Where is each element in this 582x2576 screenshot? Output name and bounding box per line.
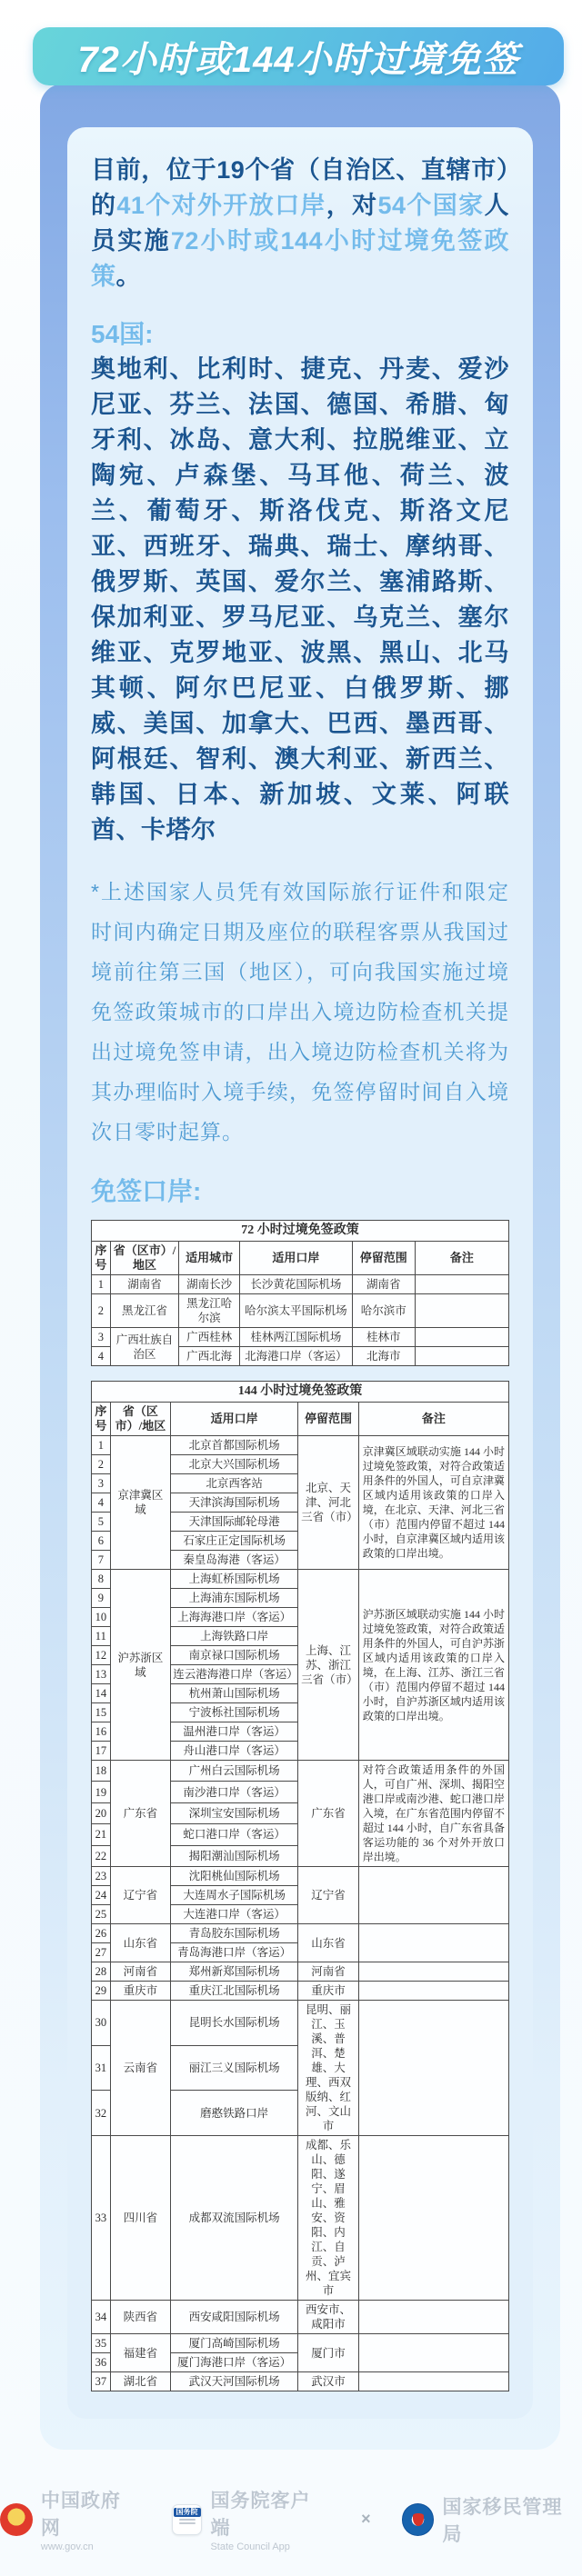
- cell-remark: [358, 2136, 508, 2301]
- cell-port: 北京首都国际机场: [171, 1436, 298, 1455]
- cell-port: 长沙黄花国际机场: [239, 1275, 352, 1294]
- cell-port: 天津国际邮轮母港: [171, 1513, 298, 1532]
- cell-remark: 沪苏浙区域联动实施 144 小时过境免签政策，对符合政策适用条件的外国人，可自沪苏浙区域内适用该政策的口岸入境，在上海、江苏、浙江三省（市）范围内停留不超过 144 小时，自沪苏浙区域内适用该政策的口岸出境。: [358, 1570, 508, 1761]
- cell-stay: 桂林市: [352, 1328, 415, 1347]
- cell-region: 陕西省: [110, 2301, 171, 2334]
- cell-port: 秦皇岛海港（客运）: [171, 1551, 298, 1570]
- cell-port: 舟山港口岸（客运）: [171, 1742, 298, 1761]
- cell-no: 37: [92, 2372, 111, 2391]
- nia-name: 国家移民管理局: [442, 2496, 563, 2545]
- cell-port: 蛇口港口岸（客运）: [171, 1824, 298, 1845]
- col-header-no: 序号: [92, 1403, 111, 1436]
- table-144h-title-row: [92, 1382, 509, 1403]
- cell-port: 上海铁路口岸: [171, 1627, 298, 1646]
- cell-no: 8: [92, 1570, 111, 1589]
- cell-region: 广西壮族自治区: [110, 1328, 179, 1366]
- table-row: [92, 1761, 509, 1782]
- cell-remark: 对符合政策适用条件的外国人，可自广州、深圳、揭阳空港口岸或南沙港、蛇口港口岸入境，在广东省范围内停留不超过 144 小时，自广东省具备客运功能的 36 个对外开放口岸出境。: [358, 1761, 508, 1867]
- cell-no: 5: [92, 1513, 111, 1532]
- app-name: 国务院客户端: [210, 2491, 311, 2539]
- cell-stay: 昆明、丽江、玉溪、普洱、楚雄、大理、西双版纳、红河、文山市: [298, 2001, 359, 2136]
- cell-stay: 西安市、咸阳市: [298, 2301, 359, 2334]
- cell-port: 南京禄口国际机场: [171, 1646, 298, 1665]
- intro-highlight-ports: 41个对外开放口岸: [116, 192, 326, 219]
- cell-port: 大连港口岸（客运）: [171, 1905, 298, 1924]
- table-row: [92, 1924, 509, 1943]
- cell-port: 南沙港口岸（客运）: [171, 1782, 298, 1802]
- cell-no: 36: [92, 2353, 111, 2372]
- cell-remark: 京津冀区域联动实施 144 小时过境免签政策，对符合政策适用条件的外国人，可自京津冀区域内适用该政策的口岸入境，在北京、天津、河北三省（市）范围内停留不超过 144 小时，自京津冀区域内适用该政策的口岸出境。: [358, 1436, 508, 1570]
- cell-no: 3: [92, 1328, 111, 1347]
- cell-remark: [415, 1328, 508, 1347]
- cell-region: 重庆市: [110, 1982, 171, 2001]
- table-144h-body: [92, 1436, 509, 2391]
- cell-no: 26: [92, 1924, 111, 1943]
- cell-region: 四川省: [110, 2136, 171, 2301]
- cell-no: 23: [92, 1867, 111, 1886]
- cell-city: 湖南长沙: [179, 1275, 240, 1294]
- col-header-port: 适用口岸: [171, 1403, 298, 1436]
- cell-stay: 厦门市: [298, 2334, 359, 2372]
- cell-stay: 上海、江苏、浙江三省（市）: [298, 1570, 359, 1761]
- cell-no: 6: [92, 1532, 111, 1551]
- cell-no: 3: [92, 1474, 111, 1493]
- content-card: [67, 127, 533, 2419]
- intro-text: 人员实施: [91, 192, 510, 255]
- ports-heading: 免签口岸:: [91, 1177, 202, 1205]
- table-row: [92, 2372, 509, 2391]
- table-row: [92, 1982, 509, 2001]
- cell-port: 磨憨铁路口岸: [171, 2091, 298, 2136]
- policy-note: *上述国家人员凭有效国际旅行证件和限定时间内确定日期及座位的联程客票从我国过境前往第三国（地区），可向我国实施过境免签政策城市的口岸出入境边防检查机关提出过境免签申请，出入境边防检查机关将为其办理临时入境手续，免签停留时间自入境次日零时起算。: [91, 880, 509, 1143]
- cell-no: 19: [92, 1782, 111, 1802]
- col-header-remark: 备注: [358, 1403, 508, 1436]
- cell-no: 1: [92, 1436, 111, 1455]
- cell-port: 厦门海港口岸（客运）: [171, 2353, 298, 2372]
- cell-port: 连云港海港口岸（客运）: [171, 1665, 298, 1684]
- cell-city: 黑龙江哈尔滨: [179, 1294, 240, 1328]
- cell-region: 黑龙江省: [110, 1294, 179, 1328]
- cell-no: 24: [92, 1886, 111, 1905]
- table-row: [92, 1328, 509, 1347]
- cell-no: 11: [92, 1627, 111, 1646]
- gov-site-url: www.gov.cn: [40, 2541, 94, 2552]
- nia-badge-icon: [402, 2503, 435, 2536]
- cell-stay: 辽宁省: [298, 1867, 359, 1924]
- cell-stay: 北海市: [352, 1347, 415, 1366]
- cell-remark: [358, 2334, 508, 2372]
- cell-stay: 广东省: [298, 1761, 359, 1867]
- footer-separator: ×: [361, 2510, 371, 2528]
- cell-port: 厦门高崎国际机场: [171, 2334, 298, 2353]
- cell-remark: [358, 2001, 508, 2136]
- cell-port: 郑州新郑国际机场: [171, 1962, 298, 1982]
- table-row: [92, 1962, 509, 1982]
- countries-heading: 54国:: [91, 320, 154, 348]
- cell-stay: 山东省: [298, 1924, 359, 1962]
- table-row: [92, 2334, 509, 2353]
- cell-no: 21: [92, 1824, 111, 1845]
- table-row: [92, 1294, 509, 1328]
- cell-no: 2: [92, 1294, 111, 1328]
- table-row: [92, 1570, 509, 1589]
- cell-port: 昆明长水国际机场: [171, 2001, 298, 2046]
- nia-logo-block: [402, 2492, 582, 2547]
- cell-region: 福建省: [110, 2334, 171, 2372]
- cell-port: 石家庄正定国际机场: [171, 1532, 298, 1551]
- cell-port: 上海海港口岸（客运）: [171, 1608, 298, 1627]
- cell-port: 哈尔滨太平国际机场: [239, 1294, 352, 1328]
- cell-no: 2: [92, 1455, 111, 1474]
- table-72h-header-row: [92, 1242, 509, 1275]
- cell-no: 7: [92, 1551, 111, 1570]
- cell-no: 9: [92, 1589, 111, 1608]
- col-header-stay: 停留范围: [298, 1403, 359, 1436]
- table-row: [92, 2136, 509, 2301]
- app-sub-name: State Council App: [210, 2541, 290, 2552]
- cell-port: 上海浦东国际机场: [171, 1589, 298, 1608]
- cell-port: 北京大兴国际机场: [171, 1455, 298, 1474]
- cell-no: 17: [92, 1742, 111, 1761]
- table-row: [92, 2001, 509, 2046]
- cell-port: 西安咸阳国际机场: [171, 2301, 298, 2334]
- cell-no: 20: [92, 1802, 111, 1823]
- cell-port: 青岛海港口岸（客运）: [171, 1943, 298, 1962]
- cell-no: 16: [92, 1722, 111, 1742]
- intro-text: 目前，位于19个省（自治区、直辖市）的: [91, 156, 509, 219]
- cell-no: 15: [92, 1703, 111, 1722]
- cell-port: 大连周水子国际机场: [171, 1886, 298, 1905]
- cell-port: 天津滨海国际机场: [171, 1493, 298, 1513]
- cell-no: 35: [92, 2334, 111, 2353]
- table-72h-title-row: [92, 1221, 509, 1242]
- cell-remark: [358, 1962, 508, 1982]
- cell-remark: [415, 1347, 508, 1366]
- cell-no: 22: [92, 1845, 111, 1866]
- page-title: 72小时或144小时过境免签: [77, 39, 519, 80]
- col-header-region: 省（区市）/地区: [110, 1403, 171, 1436]
- cell-remark: [358, 1982, 508, 2001]
- app-icon-label: 国务院: [174, 2508, 201, 2517]
- cell-stay: 北京、天津、河北三省（市）: [298, 1436, 359, 1570]
- cell-port: 北京西客站: [171, 1474, 298, 1493]
- col-header-city: 适用城市: [179, 1242, 240, 1275]
- outer-card: [40, 84, 560, 2450]
- cell-region: 湖北省: [110, 2372, 171, 2391]
- cell-no: 12: [92, 1646, 111, 1665]
- cell-no: 25: [92, 1905, 111, 1924]
- cell-port: 上海虹桥国际机场: [171, 1570, 298, 1589]
- cell-port: 杭州萧山国际机场: [171, 1684, 298, 1703]
- table-72h: [91, 1220, 509, 1366]
- col-header-stay: 停留范围: [352, 1242, 415, 1275]
- cell-port: 武汉天河国际机场: [171, 2372, 298, 2391]
- cell-port: 青岛胶东国际机场: [171, 1924, 298, 1943]
- cell-stay: 湖南省: [352, 1275, 415, 1294]
- gov-logo-block: [0, 2486, 141, 2552]
- state-council-app-icon: [172, 2504, 203, 2535]
- cell-stay: 哈尔滨市: [352, 1294, 415, 1328]
- table-row: [92, 1275, 509, 1294]
- cell-port: 成都双流国际机场: [171, 2136, 298, 2301]
- footer: [0, 2481, 582, 2576]
- cell-no: 30: [92, 2001, 111, 2046]
- table-row: [92, 2301, 509, 2334]
- cell-no: 34: [92, 2301, 111, 2334]
- cell-port: 桂林两江国际机场: [239, 1328, 352, 1347]
- cell-remark: [358, 2301, 508, 2334]
- intro-text: 。: [115, 263, 141, 290]
- cell-region: 河南省: [110, 1962, 171, 1982]
- cell-port: 重庆江北国际机场: [171, 1982, 298, 2001]
- intro-text: ，对: [326, 192, 378, 219]
- cell-remark: [415, 1275, 508, 1294]
- cell-region: 山东省: [110, 1924, 171, 1962]
- cell-no: 28: [92, 1962, 111, 1982]
- table-row: [92, 1436, 509, 1455]
- col-header-port: 适用口岸: [239, 1242, 352, 1275]
- gov-site-name: 中国政府网: [40, 2491, 121, 2539]
- cell-port: 宁波栎社国际机场: [171, 1703, 298, 1722]
- cell-remark: [358, 1924, 508, 1962]
- countries-list: 奥地利、比利时、捷克、丹麦、爱沙尼亚、芬兰、法国、德国、希腊、匈牙利、冰岛、意大利、拉脱维亚、立陶宛、卢森堡、马耳他、荷兰、波兰、葡萄牙、斯洛伐克、斯洛文尼亚、西班牙、瑞典、瑞士、摩纳哥、俄罗斯、英国、爱尔兰、塞浦路斯、保加利亚、罗马尼亚、乌克兰、塞尔维亚、克罗地亚、波黑、黑山、北马其顿、阿尔巴尼亚、白俄罗斯、挪威、美国、加拿大、巴西、墨西哥、阿根廷、智利、澳大利亚、新西兰、韩国、日本、新加坡、文莱、阿联酋、卡塔尔: [91, 355, 509, 844]
- cell-stay: 河南省: [298, 1962, 359, 1982]
- cell-no: 4: [92, 1347, 111, 1366]
- col-header-remark: 备注: [415, 1242, 508, 1275]
- cell-port: 北海港口岸（客运）: [239, 1347, 352, 1366]
- cell-port: 揭阳潮汕国际机场: [171, 1845, 298, 1866]
- cell-remark: [358, 1867, 508, 1924]
- table-row: [92, 1867, 509, 1886]
- cell-port: 温州港口岸（客运）: [171, 1722, 298, 1742]
- cell-region: 广东省: [110, 1761, 171, 1867]
- cell-remark: [358, 2372, 508, 2391]
- cell-port: 广州白云国际机场: [171, 1761, 298, 1782]
- cell-city: 广西桂林: [179, 1328, 240, 1347]
- cell-port: 深圳宝安国际机场: [171, 1802, 298, 1823]
- cell-region: 京津冀区域: [110, 1436, 171, 1570]
- cell-port: 沈阳桃仙国际机场: [171, 1867, 298, 1886]
- table-144h-header-row: [92, 1403, 509, 1436]
- cell-region: 云南省: [110, 2001, 171, 2136]
- cell-no: 33: [92, 2136, 111, 2301]
- cell-region: 沪苏浙区域: [110, 1570, 171, 1761]
- cell-no: 32: [92, 2091, 111, 2136]
- cell-stay: 武汉市: [298, 2372, 359, 2391]
- cell-no: 29: [92, 1982, 111, 2001]
- col-header-region: 省（区市）/地区: [110, 1242, 179, 1275]
- cell-port: 丽江三义国际机场: [171, 2045, 298, 2091]
- table-144h: [91, 1381, 509, 2391]
- intro-highlight-policy: 72小时或144小时过境免签政策: [91, 227, 509, 290]
- cell-no: 18: [92, 1761, 111, 1782]
- cell-city: 广西北海: [179, 1347, 240, 1366]
- cell-stay: 成都、乐山、德阳、遂宁、眉山、雅安、资阳、内江、自贡、泸州、宜宾市: [298, 2136, 359, 2301]
- cell-no: 4: [92, 1493, 111, 1513]
- cell-region: 辽宁省: [110, 1867, 171, 1924]
- intro-paragraph: [91, 153, 509, 295]
- table-72h-title: 72 小时过境免签政策: [92, 1221, 509, 1242]
- national-emblem-icon: ★: [0, 2503, 33, 2536]
- col-header-no: 序号: [92, 1242, 111, 1275]
- cell-region: 湖南省: [110, 1275, 179, 1294]
- cell-no: 10: [92, 1608, 111, 1627]
- cell-remark: [415, 1294, 508, 1328]
- table-144h-title: 144 小时过境免签政策: [92, 1382, 509, 1403]
- cell-no: 31: [92, 2045, 111, 2091]
- state-council-app-block: [172, 2486, 331, 2552]
- cell-stay: 重庆市: [298, 1982, 359, 2001]
- cell-no: 13: [92, 1665, 111, 1684]
- table-72h-body: [92, 1275, 509, 1366]
- title-banner: [33, 27, 564, 85]
- cell-no: 1: [92, 1275, 111, 1294]
- intro-highlight-countries: 54个国家: [377, 192, 485, 219]
- cell-no: 27: [92, 1943, 111, 1962]
- cell-no: 14: [92, 1684, 111, 1703]
